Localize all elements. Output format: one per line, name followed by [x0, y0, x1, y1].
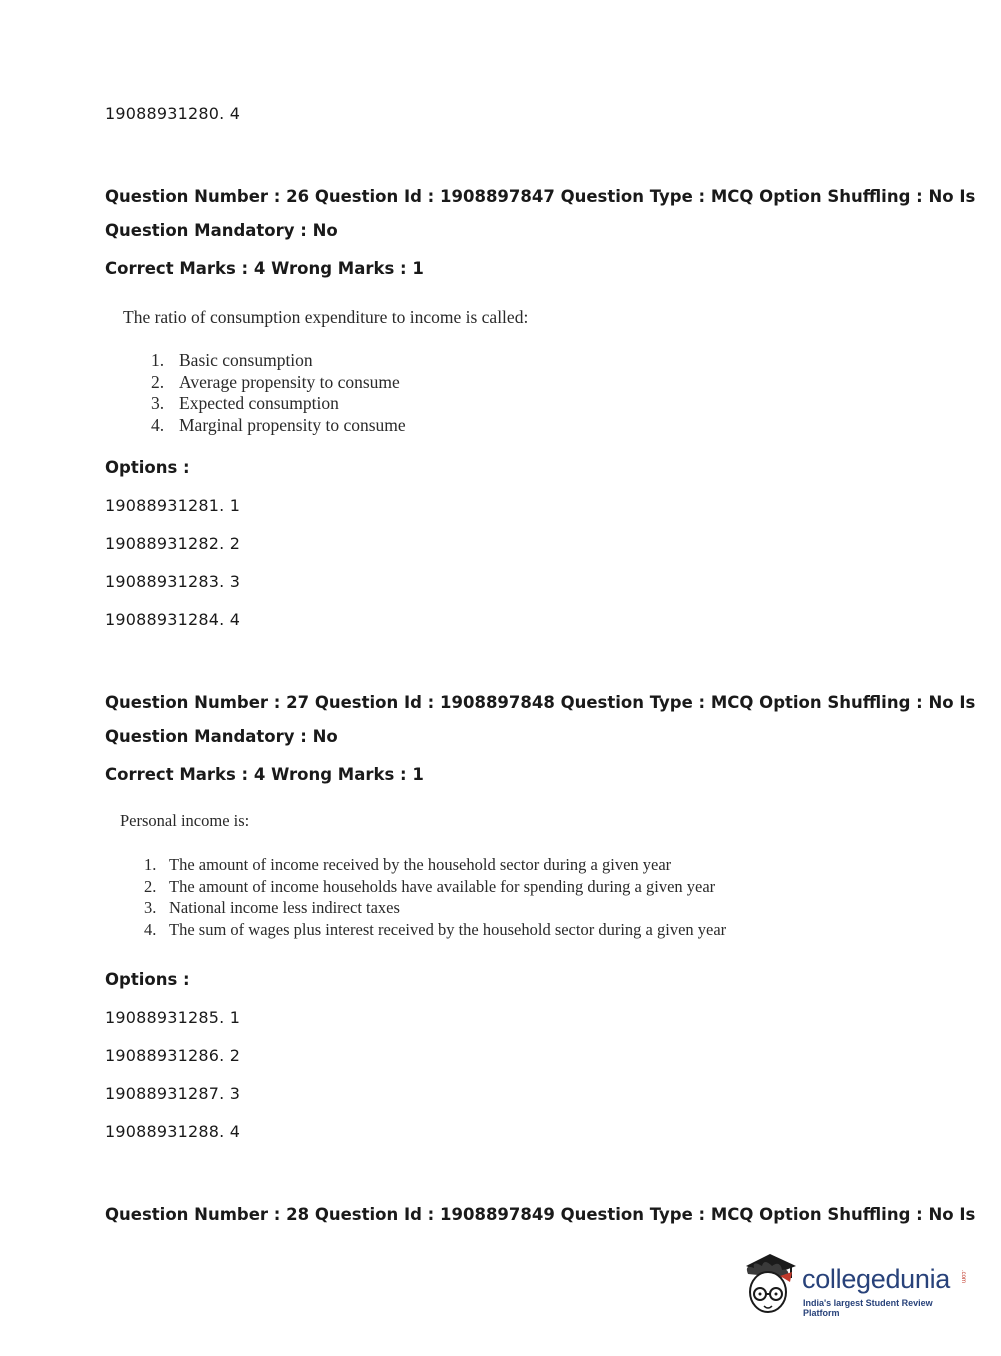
brand-domain: .com [960, 1270, 966, 1284]
question-header: Question Number : 26 Question Id : 1908897847 Question Type : MCQ Option Shuffling : No Is [105, 187, 976, 206]
options-label: Options : [105, 970, 190, 989]
options-label: Options : [105, 458, 190, 477]
question-marks: Correct Marks : 4 Wrong Marks : 1 [105, 259, 424, 278]
collegedunia-logo [740, 1248, 970, 1318]
question-marks: Correct Marks : 4 Wrong Marks : 1 [105, 765, 424, 784]
choice-item: 2. The amount of income households have available for spending during a given year [144, 876, 716, 896]
option-line: 19088931282. 2 [105, 534, 241, 553]
option-line: 19088931285. 1 [105, 1008, 241, 1027]
option-line: 19088931283. 3 [105, 572, 241, 591]
option-line: 19088931281. 1 [105, 496, 241, 515]
question-text: The ratio of consumption expenditure to income is called: [123, 307, 529, 327]
option-line: 19088931288. 4 [105, 1122, 241, 1141]
question-header: Question Number : 27 Question Id : 1908897848 Question Type : MCQ Option Shuffling : No Is [105, 693, 976, 712]
mascot-icon [740, 1248, 802, 1318]
choice-item: 2. Average propensity to consume [151, 371, 400, 392]
option-line: 19088931280. 4 [105, 104, 241, 123]
choice-item: 4. The sum of wages plus interest received by the household sector during a given year [144, 919, 727, 939]
choice-item: 1. Basic consumption [151, 350, 313, 370]
brand-name: collegedunia [802, 1264, 951, 1294]
brand-tagline: India's largest Student Review Platform [803, 1298, 933, 1318]
choice-item: 3. Expected consumption [151, 393, 339, 413]
option-line: 19088931286. 2 [105, 1046, 241, 1065]
choice-list [151, 350, 406, 436]
question-header: Question Number : 28 Question Id : 1908897849 Question Type : MCQ Option Shuffling : No Is [105, 1205, 976, 1224]
option-line: 19088931284. 4 [105, 610, 241, 629]
option-line: 19088931287. 3 [105, 1084, 241, 1103]
question-text: Personal income is: [120, 811, 250, 830]
choice-item: 4. Marginal propensity to consume [151, 414, 406, 435]
question-mandatory: Question Mandatory : No [105, 221, 338, 240]
question-mandatory: Question Mandatory : No [105, 727, 338, 746]
choice-list [144, 854, 726, 940]
choice-item: 1. The amount of income received by the household sector during a given year [144, 855, 672, 874]
choice-item: 3. National income less indirect taxes [144, 898, 400, 917]
